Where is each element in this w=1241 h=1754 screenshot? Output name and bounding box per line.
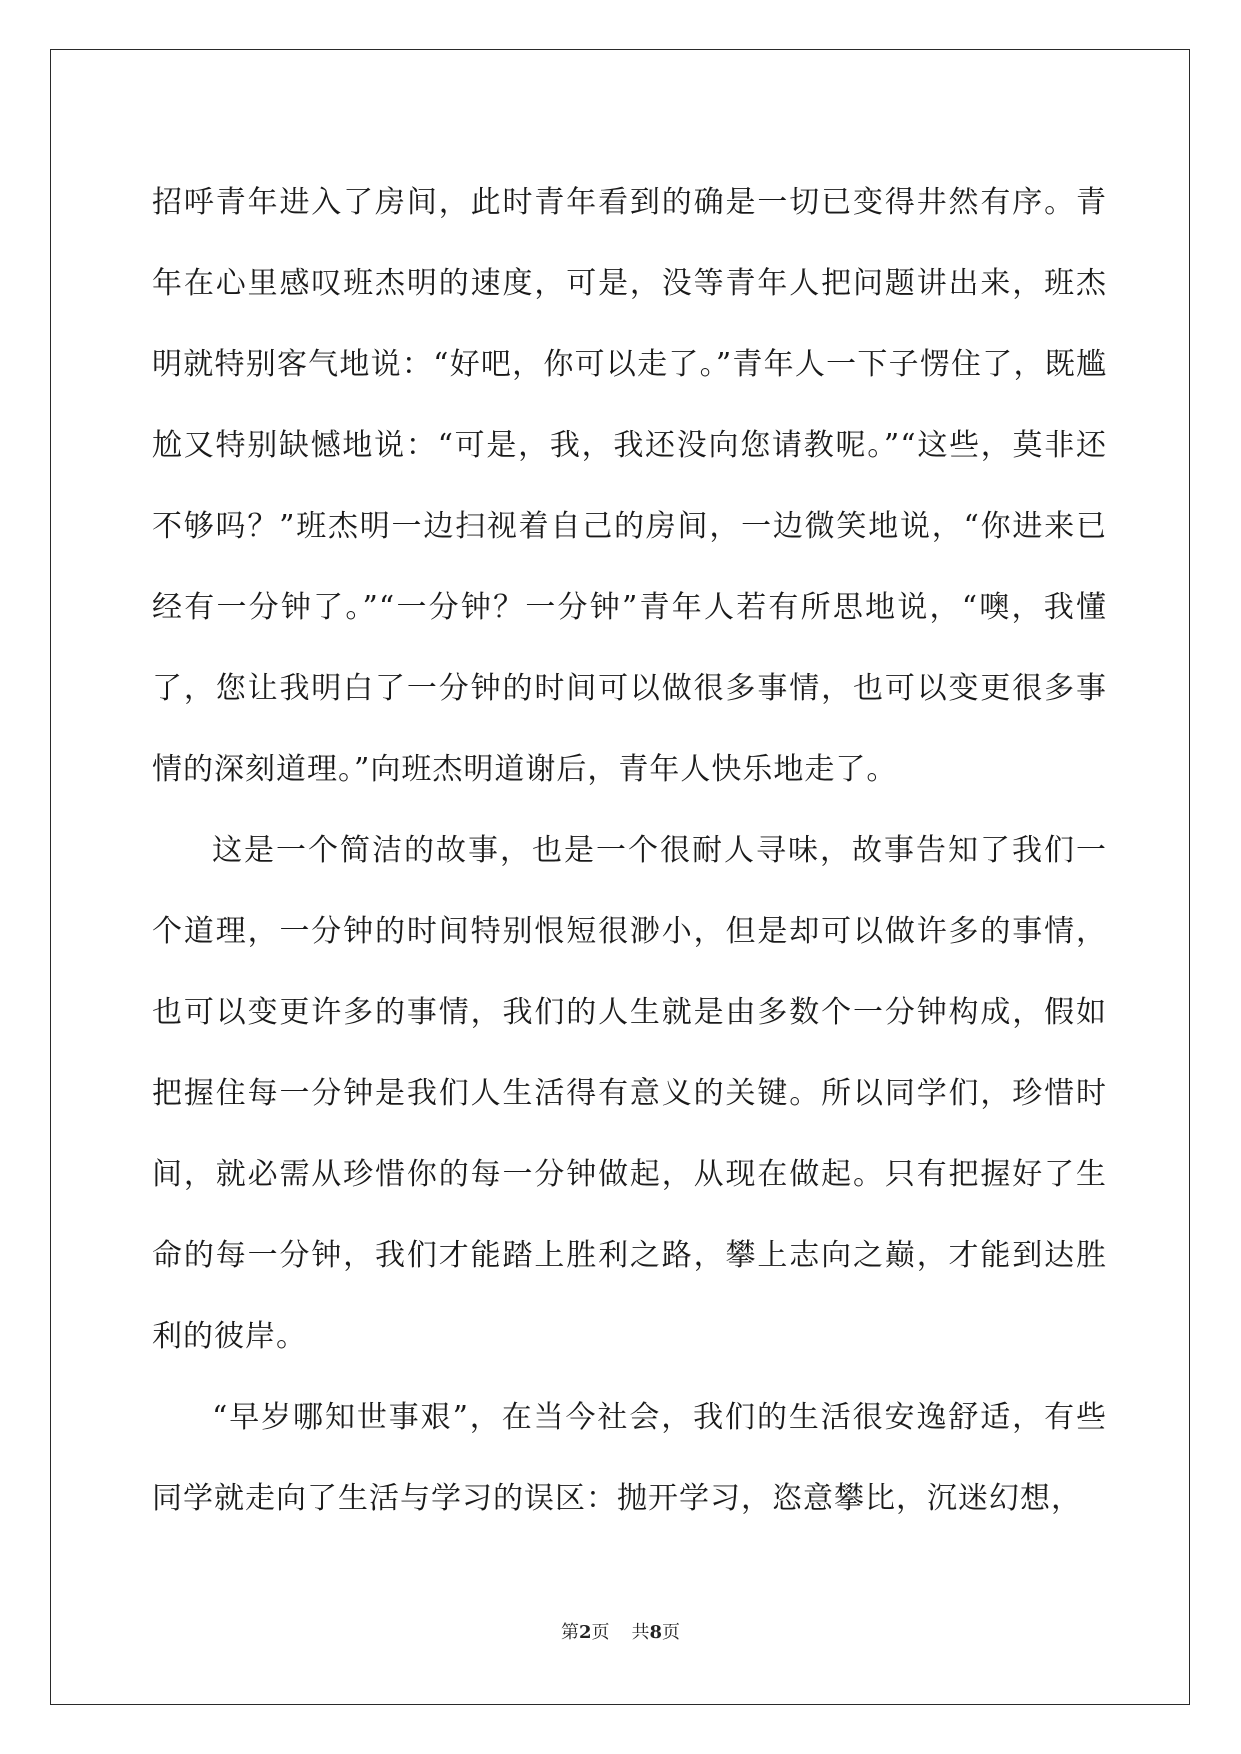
footer-prefix: 第 — [560, 1622, 579, 1643]
paragraph-3: “早岁哪知世事艰”，在当今社会，我们的生活很安逸舒适，有些同学就走向了生活与学习的误区：抛开学习，恣意攀比，沉迷幻想， — [152, 1400, 1107, 1516]
page-footer — [0, 1618, 1241, 1644]
paragraph-2: 这是一个简洁的故事，也是一个很耐人寻味，故事告知了我们一个道理，一分钟的时间特别恨短很渺小，但是却可以做许多的事情，也可以变更许多的事情，我们的人生就是由多数个一分钟构成，假如把握住每一分钟是我们人生活得有意义的关键。所以同学们，珍惜时间，就必需从珍惜你的每一分钟做起，从现在做起。只有把握好了生命的每一分钟，我们才能踏上胜利之路，攀上志向之巅，才能到达胜利的彼岸。 — [152, 833, 1107, 1354]
paragraph-1: 招呼青年进入了房间，此时青年看到的确是一切已变得井然有序。青年在心里感叹班杰明的速度，可是，没等青年人把问题讲出来，班杰明就特别客气地说：“好吧，你可以走了。”青年人一下子愣住了，既尴尬又特别缺憾地说：“可是，我，我还没向您请教呢。”“这些，莫非还不够吗？”班杰明一边扫视着自己的房间，一边微笑地说，“你进来已经有一分钟了。”“一分钟？一分钟”青年人若有所思地说，“噢，我懂了，您让我明白了一分钟的时间可以做很多事情，也可以变更很多事情的深刻道理。”向班杰明道谢后，青年人快乐地走了。 — [152, 185, 1107, 787]
footer-total-unit: 页 — [662, 1622, 681, 1643]
footer-page-unit: 页 — [591, 1622, 610, 1643]
footer-total-prefix: 共 — [631, 1622, 650, 1643]
total-pages-number: 8 — [649, 1622, 663, 1643]
document-body — [152, 162, 1107, 1539]
current-page-number: 2 — [578, 1622, 592, 1643]
